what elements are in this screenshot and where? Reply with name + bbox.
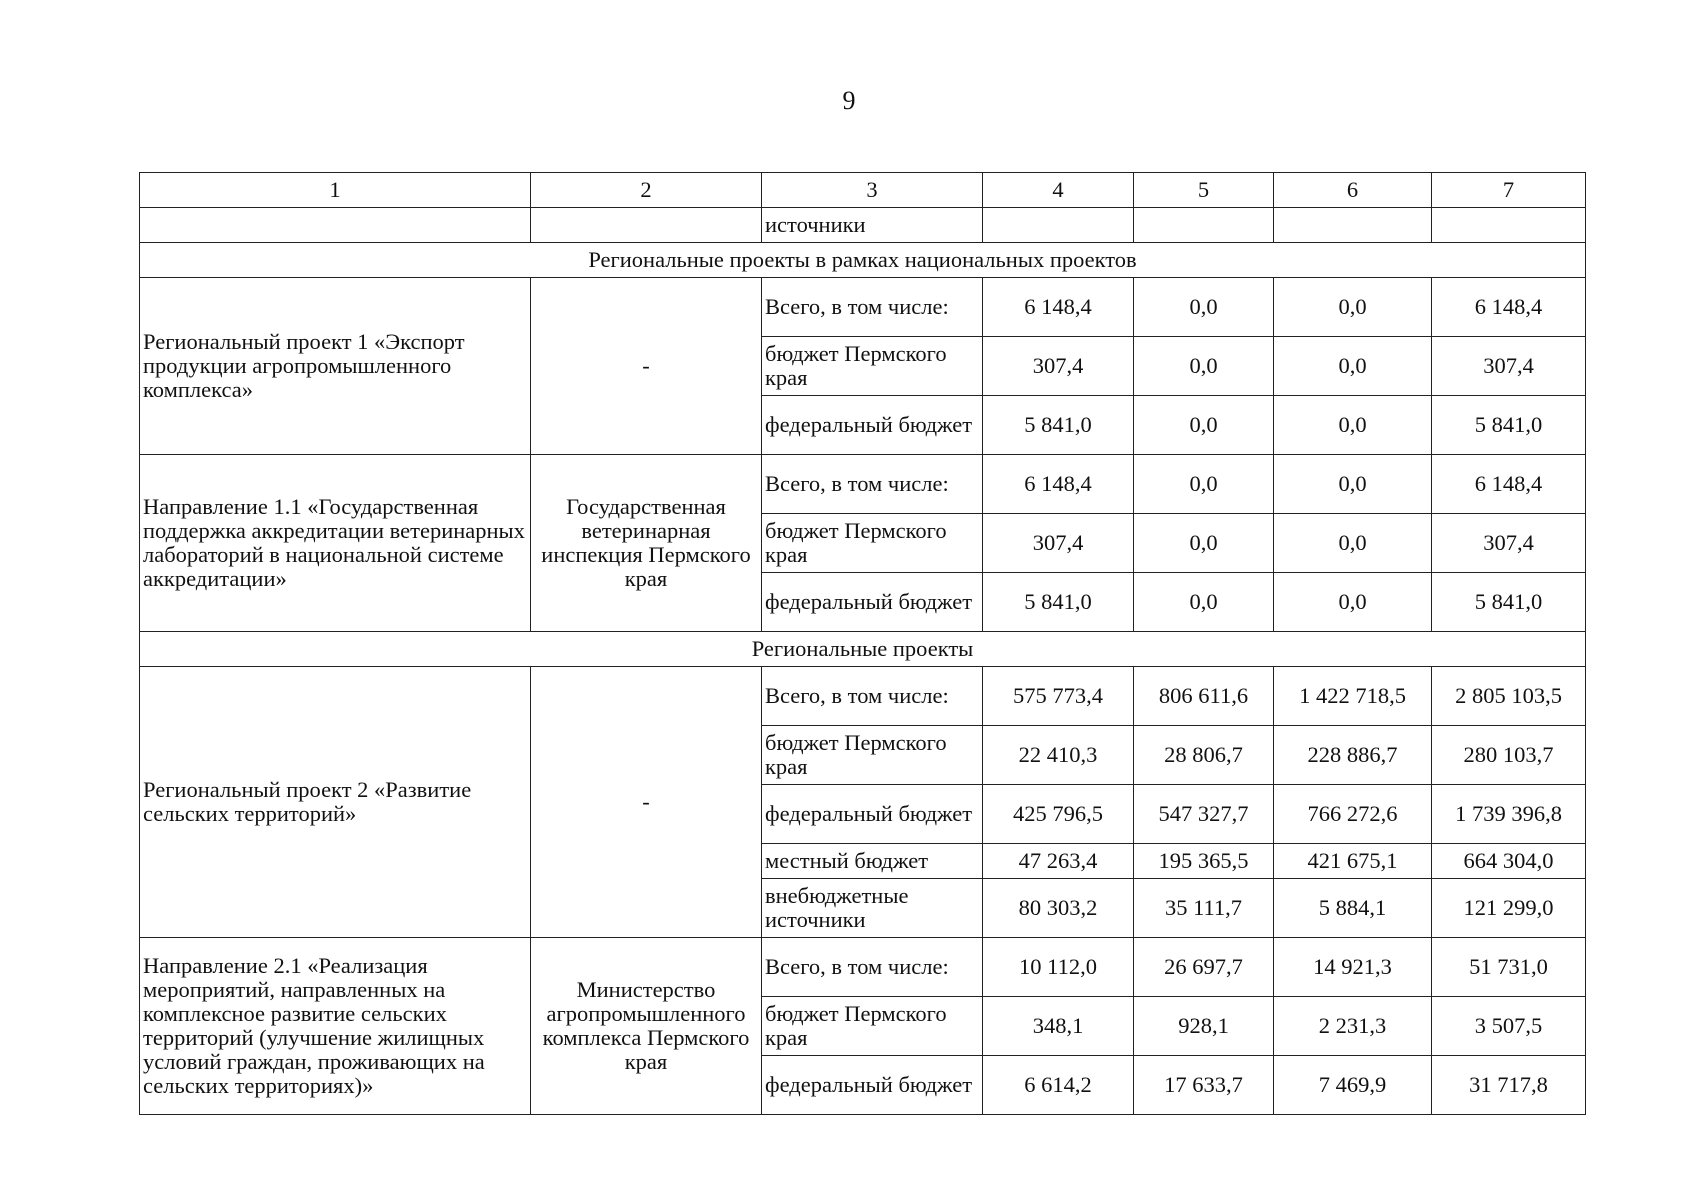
column-header: 4: [983, 173, 1134, 208]
column-header: 3: [762, 173, 983, 208]
program-name-cell: Региональный проект 1 «Экспорт продукции агропромышленного комплекса»: [140, 278, 531, 455]
amount-cell: 575 773,4: [983, 667, 1134, 726]
amount-cell: 280 103,7: [1432, 726, 1586, 785]
amount-cell: 14 921,3: [1274, 938, 1432, 997]
funding-source-cell: источники: [762, 208, 983, 243]
empty-cell: [531, 208, 762, 243]
amount-cell: 307,4: [983, 514, 1134, 573]
empty-cell: [1432, 208, 1586, 243]
executor-cell: -: [531, 278, 762, 455]
empty-cell: [1134, 208, 1274, 243]
amount-cell: 307,4: [1432, 337, 1586, 396]
table-row: [140, 938, 1586, 997]
section-row: [140, 243, 1586, 278]
empty-cell: [983, 208, 1134, 243]
amount-cell: 5 841,0: [1432, 573, 1586, 632]
amount-cell: 0,0: [1274, 337, 1432, 396]
amount-cell: 928,1: [1134, 997, 1274, 1056]
amount-cell: 0,0: [1274, 573, 1432, 632]
table-row: [140, 455, 1586, 514]
executor-cell: Министерство агропромышленного комплекса Пермского края: [531, 938, 762, 1115]
amount-cell: 766 272,6: [1274, 785, 1432, 844]
section-title: Региональные проекты: [140, 632, 1586, 667]
funding-source-cell: Всего, в том числе:: [762, 667, 983, 726]
header-row: [140, 173, 1586, 208]
amount-cell: 6 148,4: [983, 278, 1134, 337]
amount-cell: 5 884,1: [1274, 879, 1432, 938]
amount-cell: 307,4: [983, 337, 1134, 396]
amount-cell: 0,0: [1134, 514, 1274, 573]
continuation-row: [140, 208, 1586, 243]
funding-source-cell: местный бюджет: [762, 844, 983, 879]
column-header: 1: [140, 173, 531, 208]
amount-cell: 47 263,4: [983, 844, 1134, 879]
funding-source-cell: федеральный бюджет: [762, 396, 983, 455]
amount-cell: 6 148,4: [1432, 455, 1586, 514]
amount-cell: 806 611,6: [1134, 667, 1274, 726]
amount-cell: 5 841,0: [1432, 396, 1586, 455]
amount-cell: 6 148,4: [1432, 278, 1586, 337]
amount-cell: 307,4: [1432, 514, 1586, 573]
amount-cell: 35 111,7: [1134, 879, 1274, 938]
column-header: 2: [531, 173, 762, 208]
budget-table-body: [140, 173, 1586, 1115]
program-name-cell: Направление 1.1 «Государственная поддержка аккредитации ветеринарных лабораторий в национальной системе аккредитации»: [140, 455, 531, 632]
funding-source-cell: бюджет Пермского края: [762, 514, 983, 573]
amount-cell: 10 112,0: [983, 938, 1134, 997]
column-header: 5: [1134, 173, 1274, 208]
executor-cell: Государственная ветеринарная инспекция Пермского края: [531, 455, 762, 632]
program-name-cell: Региональный проект 2 «Развитие сельских территорий»: [140, 667, 531, 938]
column-header: 7: [1432, 173, 1586, 208]
funding-source-cell: внебюджетные источники: [762, 879, 983, 938]
amount-cell: 6 148,4: [983, 455, 1134, 514]
amount-cell: 0,0: [1274, 396, 1432, 455]
amount-cell: 1 422 718,5: [1274, 667, 1432, 726]
funding-source-cell: федеральный бюджет: [762, 1056, 983, 1115]
empty-cell: [1274, 208, 1432, 243]
amount-cell: 121 299,0: [1432, 879, 1586, 938]
funding-source-cell: Всего, в том числе:: [762, 455, 983, 514]
table-row: [140, 667, 1586, 726]
amount-cell: 7 469,9: [1274, 1056, 1432, 1115]
executor-cell: -: [531, 667, 762, 938]
amount-cell: 0,0: [1274, 278, 1432, 337]
funding-source-cell: Всего, в том числе:: [762, 938, 983, 997]
amount-cell: 3 507,5: [1432, 997, 1586, 1056]
section-title: Региональные проекты в рамках национальных проектов: [140, 243, 1586, 278]
amount-cell: 0,0: [1274, 455, 1432, 514]
amount-cell: 0,0: [1134, 278, 1274, 337]
amount-cell: 51 731,0: [1432, 938, 1586, 997]
empty-cell: [140, 208, 531, 243]
table-row: [140, 278, 1586, 337]
program-name-cell: Направление 2.1 «Реализация мероприятий, направленных на комплексное развитие сельских территорий (улучшение жилищных условий граждан, проживающих на сельских территориях)»: [140, 938, 531, 1115]
amount-cell: 31 717,8: [1432, 1056, 1586, 1115]
amount-cell: 547 327,7: [1134, 785, 1274, 844]
amount-cell: 195 365,5: [1134, 844, 1274, 879]
amount-cell: 421 675,1: [1274, 844, 1432, 879]
funding-source-cell: бюджет Пермского края: [762, 726, 983, 785]
amount-cell: 26 697,7: [1134, 938, 1274, 997]
funding-source-cell: федеральный бюджет: [762, 573, 983, 632]
amount-cell: 664 304,0: [1432, 844, 1586, 879]
amount-cell: 5 841,0: [983, 573, 1134, 632]
funding-source-cell: Всего, в том числе:: [762, 278, 983, 337]
page-number: 9: [842, 86, 856, 115]
section-row: [140, 632, 1586, 667]
amount-cell: 425 796,5: [983, 785, 1134, 844]
budget-table: [139, 172, 1586, 1115]
amount-cell: 348,1: [983, 997, 1134, 1056]
amount-cell: 0,0: [1134, 396, 1274, 455]
amount-cell: 2 231,3: [1274, 997, 1432, 1056]
funding-source-cell: бюджет Пермского края: [762, 337, 983, 396]
amount-cell: 5 841,0: [983, 396, 1134, 455]
amount-cell: 228 886,7: [1274, 726, 1432, 785]
amount-cell: 0,0: [1134, 455, 1274, 514]
amount-cell: 17 633,7: [1134, 1056, 1274, 1115]
amount-cell: 28 806,7: [1134, 726, 1274, 785]
amount-cell: 0,0: [1134, 337, 1274, 396]
amount-cell: 2 805 103,5: [1432, 667, 1586, 726]
funding-source-cell: бюджет Пермского края: [762, 997, 983, 1056]
amount-cell: 80 303,2: [983, 879, 1134, 938]
funding-source-cell: федеральный бюджет: [762, 785, 983, 844]
amount-cell: 22 410,3: [983, 726, 1134, 785]
amount-cell: 0,0: [1274, 514, 1432, 573]
amount-cell: 6 614,2: [983, 1056, 1134, 1115]
amount-cell: 1 739 396,8: [1432, 785, 1586, 844]
column-header: 6: [1274, 173, 1432, 208]
amount-cell: 0,0: [1134, 573, 1274, 632]
